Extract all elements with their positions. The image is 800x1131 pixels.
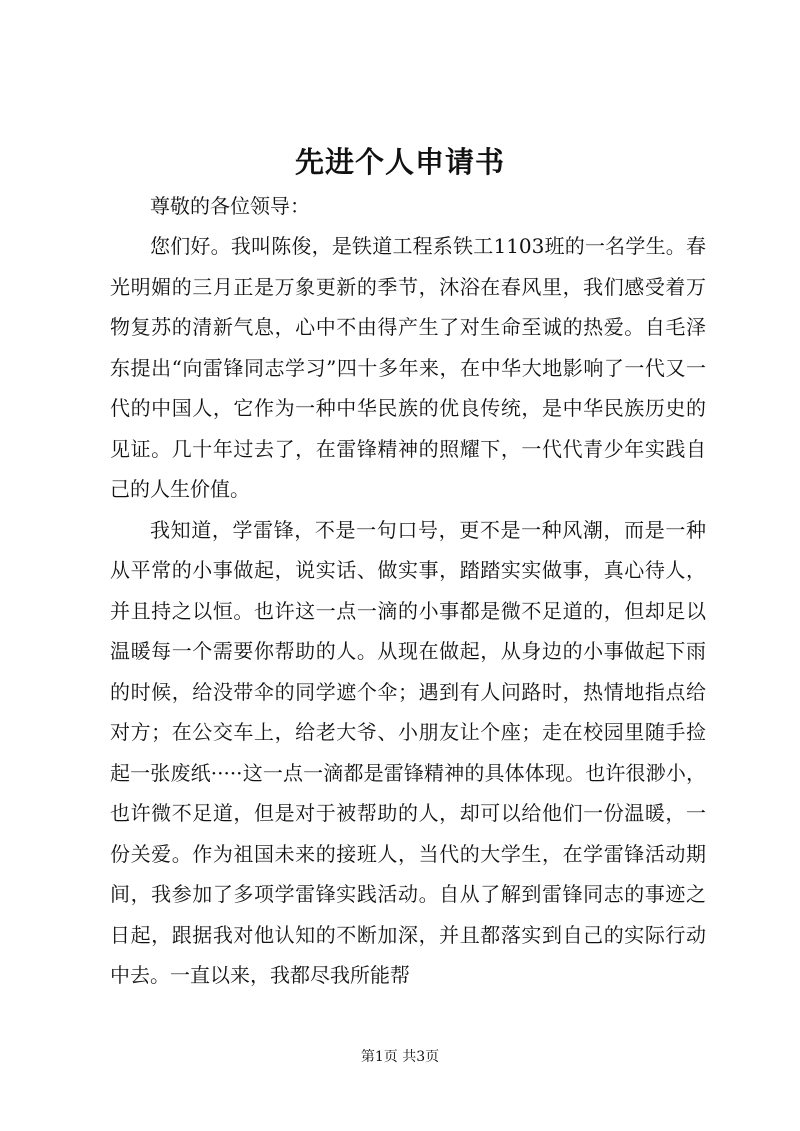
document-body	[110, 186, 706, 996]
document-title: 先进个人申请书	[294, 145, 505, 179]
paragraph-lei-feng: 我知道，学雷锋，不是一句口号，更不是一种风潮，而是一种从平常的小事做起，说实话、做实事，踏踏实实做事，真心待人，并且持之以恒。也许这一点一滴的小事都是微不足道的，但却足以温暖每一个需要你帮助的人。从现在做起，从身边的小事做起下雨的时候，给没带伞的同学遮个伞；遇到有人问路时，热情地指点给对方；在公交车上，给老大爷、小朋友让个座；走在校园里随手捡起一张废纸·····这一点一滴都是雷锋精神的具体体现。也许很渺小，也许微不足道，但是对于被帮助的人，却可以给他们一份温暖，一份关爱。作为祖国未来的接班人，当代的大学生，在学雷锋活动期间，我参加了多项学雷锋实践活动。自从了解到雷锋同志的事迹之日起，跟据我对他认知的不断加深，并且都落实到自己的实际行动中去。一直以来，我都尽我所能帮	[110, 517, 706, 987]
salutation: 尊敬的各位领导：	[150, 194, 310, 218]
paragraph-intro: 您们好。我叫陈俊，是铁道工程系铁工1103班的一名学生。春光明媚的三月正是万象更新的季节，沐浴在春风里，我们感受着万物复苏的清新气息，心中不由得产生了对生命至诚的热爱。自毛泽东提出“向雷锋同志学习”四十多年来，在中华大地影响了一代又一代的中国人，它作为一种中华民族的优良传统，是中华民族历史的见证。几十年过去了，在雷锋精神的照耀下，一代代青少年实践自己的人生价值。	[110, 234, 706, 501]
page-number-footer: 第1页 共3页	[360, 1049, 440, 1065]
